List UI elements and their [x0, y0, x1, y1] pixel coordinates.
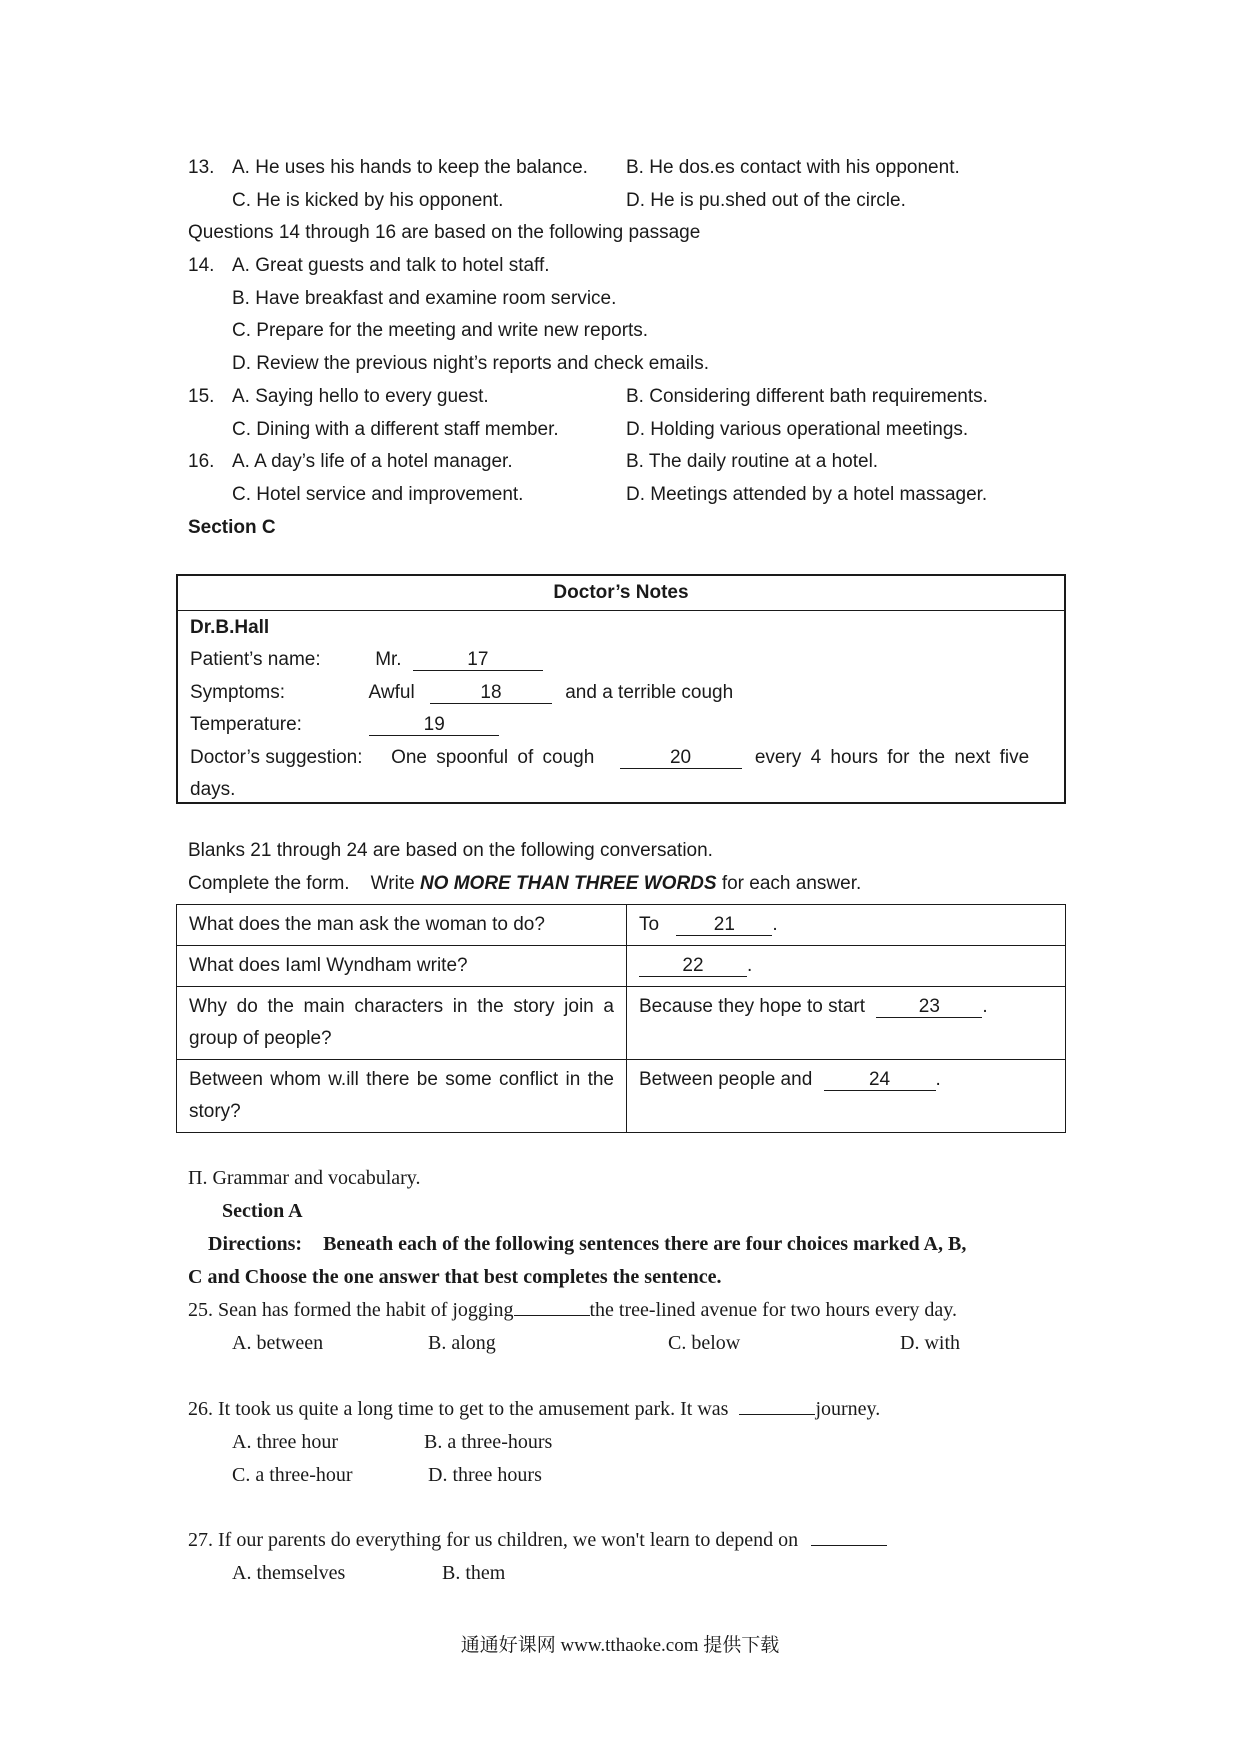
q26-stem-end: journey.: [815, 1398, 881, 1420]
blank-22: 22: [639, 956, 747, 977]
part-two-heading: Π. Grammar and vocabulary.: [188, 1167, 421, 1189]
doctors-notes-box: [176, 574, 1066, 804]
blank-20: 20: [620, 748, 742, 769]
form-answer-1: To 21 .: [627, 905, 1066, 946]
q15-option-d: D. Holding various operational meetings.: [626, 419, 969, 440]
q13-option-c: C. He is kicked by his opponent.: [232, 190, 504, 211]
q25-option-c: C. below: [668, 1332, 741, 1354]
form-answer-1-prefix: To: [639, 914, 660, 935]
q26-stem: [188, 1397, 880, 1421]
blank-18: 18: [430, 683, 552, 704]
temperature-row: [190, 713, 499, 737]
directions-line-1: [208, 1232, 966, 1256]
blank-17: 17: [413, 650, 543, 671]
suggestion-row: [190, 746, 1054, 770]
q26-option-c: C. a three-hour: [232, 1464, 353, 1486]
directions-text: Beneath each of the following sentences there are four choices marked A, B,: [323, 1233, 967, 1255]
symptoms-suffix: and a terrible cough: [565, 682, 734, 703]
q13-option-d: D. He is pu.shed out of the circle.: [626, 190, 906, 211]
symptoms-prefix: Awful: [368, 682, 415, 703]
table-row: [177, 1060, 1066, 1133]
symptoms-label: Symptoms:: [190, 682, 286, 703]
q25-stem-start: 25. Sean has formed the habit of jogging: [188, 1299, 514, 1321]
q16-option-d: D. Meetings attended by a hotel massager.: [626, 484, 988, 505]
q14-option-d: D. Review the previous night’s reports and check emails.: [232, 353, 709, 374]
q16-option-b: B. The daily routine at a hotel.: [626, 451, 879, 472]
q27-stem-text: 27. If our parents do everything for us children, we won't learn to depend on: [188, 1529, 799, 1551]
form-answer-4-prefix: Between people and: [639, 1069, 813, 1090]
patient-name-label: Patient’s name:: [190, 649, 321, 670]
table-row: [177, 905, 1066, 946]
form-question-2: What does Iaml Wyndham write?: [177, 946, 627, 987]
word-limit-emphasis: NO MORE THAN THREE WORDS: [419, 873, 717, 894]
q25-option-d: D. with: [900, 1332, 960, 1354]
q13-number: 13.: [188, 157, 215, 178]
directions-label: Directions:: [208, 1233, 303, 1255]
temperature-label: Temperature:: [190, 714, 302, 735]
q27-stem: [188, 1528, 887, 1552]
suggestion-end: days.: [190, 779, 236, 800]
page-footer: 通通好课网 www.tthaoke.com 提供下载: [460, 1635, 780, 1656]
q14-number: 14.: [188, 255, 215, 276]
complete-form-end: for each answer.: [716, 873, 862, 894]
form-answer-3-prefix: Because they hope to start: [639, 996, 866, 1017]
suggestion-label: Doctor’s suggestion:: [190, 747, 363, 768]
q25-option-a: A. between: [232, 1332, 324, 1354]
symptoms-row: [190, 681, 733, 705]
blank-23: 23: [876, 997, 982, 1018]
q26-answer-blank: [739, 1414, 815, 1415]
complete-form-instruction: [188, 872, 861, 896]
directions-line-2: C and Choose the one answer that best completes the sentence.: [188, 1266, 722, 1288]
section-c-heading: Section C: [188, 517, 276, 538]
form-question-1: What does the man ask the woman to do?: [177, 905, 627, 946]
patient-name-row: [190, 648, 543, 672]
q15-option-b: B. Considering different bath requirements.: [626, 386, 988, 407]
form-question-4: Between whom w.ill there be some conflict in the story?: [177, 1060, 627, 1133]
form-answer-3: Because they hope to start 23 .: [627, 987, 1066, 1060]
q27-answer-blank: [811, 1545, 887, 1546]
q25-answer-blank: [514, 1315, 590, 1316]
q13-option-b: B. He dos.es contact with his opponent.: [626, 157, 960, 178]
q16-option-c: C. Hotel service and improvement.: [232, 484, 524, 505]
patient-name-prefix: Mr.: [375, 649, 402, 670]
form-question-3: Why do the main characters in the story join a group of people?: [177, 987, 627, 1060]
q25-stem-end: the tree-lined avenue for two hours every day.: [589, 1299, 957, 1321]
doctors-notes-title: Doctor’s Notes: [178, 576, 1064, 611]
q16-number: 16.: [188, 451, 215, 472]
blanks-intro: Blanks 21 through 24 are based on the following conversation.: [188, 840, 713, 861]
suggestion-text: One spoonful of cough: [391, 747, 595, 768]
blank-24: 24: [824, 1070, 936, 1091]
blank-19: 19: [369, 715, 499, 736]
q14-option-b: B. Have breakfast and examine room service.: [232, 288, 617, 309]
q15-number: 15.: [188, 386, 215, 407]
q25-stem: [188, 1298, 957, 1322]
q26-stem-start: 26. It took us quite a long time to get to the amusement park. It was: [188, 1398, 729, 1420]
doctor-name: Dr.B.Hall: [190, 617, 270, 638]
blank-21: 21: [676, 915, 772, 936]
q15-option-c: C. Dining with a different staff member.: [232, 419, 559, 440]
q16-option-a: A. A day’s life of a hotel manager.: [232, 451, 513, 472]
complete-form-text: Complete the form. Write: [188, 873, 420, 894]
section-a-heading: Section A: [222, 1200, 303, 1222]
table-row: [177, 946, 1066, 987]
q14-option-a: A. Great guests and talk to hotel staff.: [232, 255, 550, 276]
conversation-form-table: [176, 904, 1066, 1133]
suggestion-suffix: every 4 hours for the next five: [754, 747, 1030, 768]
q27-option-b: B. them: [442, 1562, 506, 1584]
q26-option-a: A. three hour: [232, 1431, 339, 1453]
q25-option-b: B. along: [428, 1332, 496, 1354]
form-answer-2: 22 .: [627, 946, 1066, 987]
q13-option-a: A. He uses his hands to keep the balance.: [232, 157, 588, 178]
q27-option-a: A. themselves: [232, 1562, 346, 1584]
q26-option-b: B. a three-hours: [424, 1431, 553, 1453]
form-answer-4: Between people and 24 .: [627, 1060, 1066, 1133]
passage-intro-14-16: Questions 14 through 16 are based on the following passage: [188, 222, 701, 243]
q15-option-a: A. Saying hello to every guest.: [232, 386, 489, 407]
table-row: [177, 987, 1066, 1060]
q14-option-c: C. Prepare for the meeting and write new reports.: [232, 320, 649, 341]
q26-option-d: D. three hours: [428, 1464, 542, 1486]
